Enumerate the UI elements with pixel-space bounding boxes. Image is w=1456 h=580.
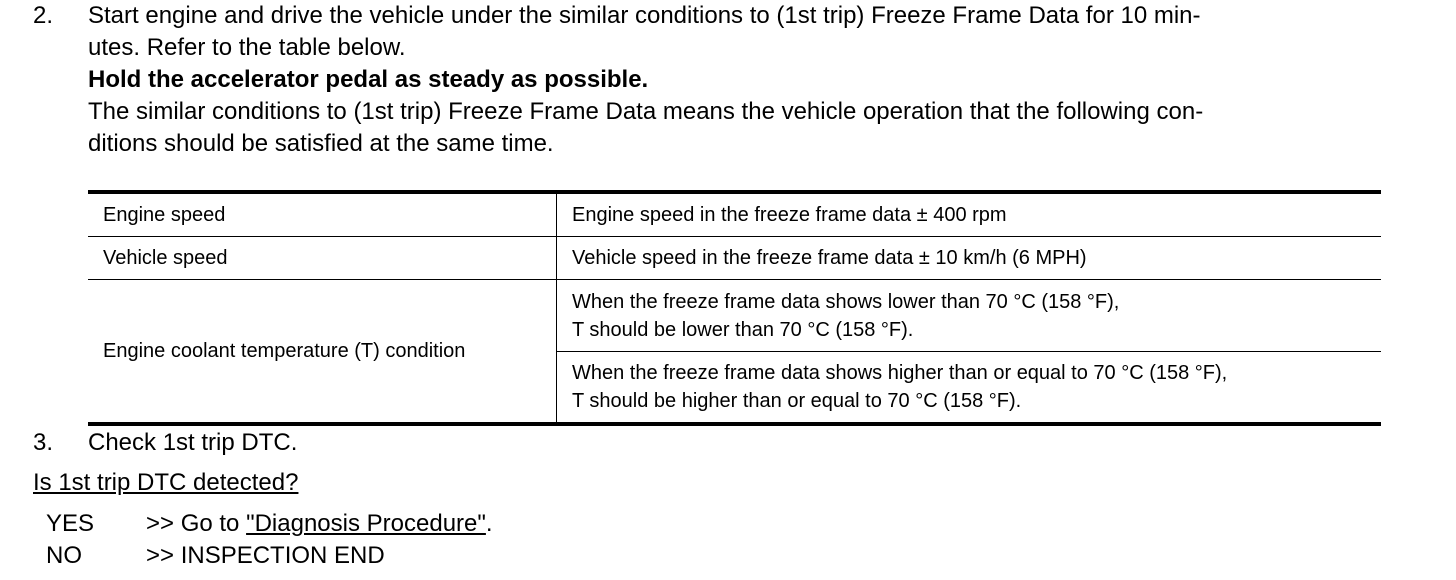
- step-2-line-4: The similar conditions to (1st trip) Freeze Frame Data means the vehicle operation that the following con-: [88, 98, 1204, 125]
- step-2-line-1: Start engine and drive the vehicle under the similar conditions to (1st trip) Freeze Frame Data for 10 min-: [88, 2, 1201, 29]
- step-3-number: 3.: [33, 429, 54, 456]
- coolant-higher-line-1: When the freeze frame data shows higher than or equal to 70 °C (158 °F),: [572, 362, 1228, 384]
- coolant-lower-line-1: When the freeze frame data shows lower than 70 °C (158 °F),: [572, 290, 1120, 313]
- step-3-body: [88, 427, 1438, 459]
- row-value-coolant-higher: [557, 352, 1382, 425]
- coolant-lower-line-2: T should be lower than 70 °C (158 °F).: [572, 318, 914, 341]
- row-label-engine-speed: Engine speed: [88, 192, 557, 237]
- diagnosis-procedure-link[interactable]: "Diagnosis Procedure": [246, 510, 486, 537]
- answer-no-key: NO: [46, 542, 82, 569]
- coolant-higher-line-2: T should be higher than or equal to 70 °C (158 °F).: [572, 390, 1022, 412]
- step-2-number: 2.: [33, 2, 54, 29]
- step-2-line-5: ditions should be satisfied at the same time.: [88, 130, 554, 157]
- answer-yes-key: YES: [46, 510, 95, 537]
- table-row: [88, 192, 1381, 237]
- table-row: [88, 237, 1381, 280]
- question-heading: Is 1st trip DTC detected?: [33, 469, 299, 496]
- answer-no-text: >> INSPECTION END: [146, 542, 385, 569]
- answer-yes: [46, 508, 493, 540]
- conditions-table: [88, 190, 1381, 426]
- step-2-line-2: utes. Refer to the table below.: [88, 34, 406, 61]
- row-label-coolant-temp: Engine coolant temperature (T) condition: [88, 280, 557, 425]
- step-3-text: Check 1st trip DTC.: [88, 429, 298, 456]
- step-2-caution: Hold the accelerator pedal as steady as possible.: [88, 66, 649, 93]
- answer-yes-prefix: >> Go to: [146, 510, 247, 537]
- step-2-body: [88, 0, 1438, 160]
- row-value-engine-speed: Engine speed in the freeze frame data ± 400 rpm: [572, 204, 1007, 226]
- row-label-vehicle-speed: Vehicle speed: [88, 237, 557, 280]
- answer-yes-suffix: .: [485, 510, 493, 537]
- row-value-coolant-lower: [557, 280, 1382, 352]
- row-value-vehicle-speed: Vehicle speed in the freeze frame data ± 10 km/h (6 MPH): [557, 237, 1382, 280]
- table-row: [88, 280, 1381, 352]
- answer-no: [46, 540, 385, 572]
